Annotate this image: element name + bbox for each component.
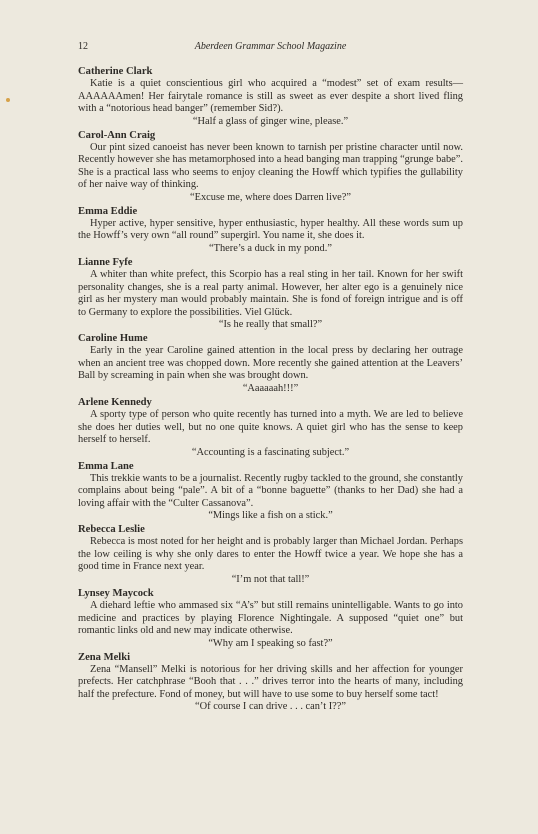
profile-quote: “Accounting is a fascinating subject.” [191, 446, 350, 458]
profile-quote: “There’s a duck in my pond.” [209, 243, 332, 255]
profile-bio: Our pint sized canoeist has never been known to tarnish per pristine character until now. Recently however she has metamorphosed into a head banging man trapping “grunge babe”. She is a practical lass who seems to enjoy cleaning the Howff which typifies the gullability of her naive way of thinking. [78, 141, 463, 191]
profile-bio: This trekkie wants to be a journalist. Recently rugby tackled to the ground, she constantly complains about being “pale”. A bit of a “bonne baguette” (thanks to her Dad) she had a loving affair with the “Culter Cassanova”. [78, 472, 463, 509]
profile-bio: Katie is a quiet conscientious girl who acquired a “modest” set of exam results—AAAAAAmen! Her fairytale romance is still as sweet as ever despite a short lived fling with a “notorious head banger” (remember Sid?). [78, 78, 463, 115]
profile-bio: Hyper active, hyper sensitive, hyper enthusiastic, hyper healthy. All these words sum up the Howff’s very own “all round” supergirl. You name it, she does it. [78, 217, 463, 242]
magazine-title: Aberdeen Grammar School Magazine [194, 41, 347, 52]
profile-entry [78, 651, 463, 714]
profile-quote: “I’m not that tall!” [231, 574, 310, 585]
profile-entry [78, 460, 463, 523]
profile-name: Carol-Ann Craig [78, 129, 156, 141]
margin-dot-mark [6, 98, 10, 102]
profile-name: Lianne Fyfe [78, 257, 133, 269]
profile-bio: A sporty type of person who quite recently has turned into a myth. We are led to believe she does her duties well, but no one quite knows. A quiet girl who has the sense to keep herself to herself. [78, 408, 463, 446]
profile-entry [78, 332, 463, 395]
profile-quote: “Excuse me, where does Darren live?” [190, 191, 351, 203]
profile-name: Emma Lane [78, 460, 134, 472]
prefect-profiles [78, 65, 463, 714]
page-number: 12 [78, 41, 88, 52]
profile-bio: A whiter than white prefect, this Scorpio has a real sting in her tail. Known for her swift personality changes, she is a real party animal. However, her alter ego is a genuinely nice girl as her mystery man would probably maintain. She is fond of foreign intrigue and is off to Germany to explore the possibilities. Viel Glück. [78, 269, 463, 318]
profile-name: Caroline Hume [78, 333, 148, 345]
profile-name: Lynsey Maycock [78, 588, 154, 600]
profile-quote: “Mings like a fish on a stick.” [208, 510, 333, 522]
profile-name: Rebecca Leslie [78, 524, 145, 536]
profile-entry [78, 129, 463, 205]
page-header [78, 41, 463, 55]
profile-entry [78, 523, 463, 586]
profile-entry [78, 205, 463, 256]
profile-bio: A diehard leftie who ammased six “A’s” but still remains unintelligable. Wants to go into medicine and practices by playing Florence Nightingale. A supposed “quiet one” but romantic links old and new may indicate otherwise. [78, 600, 463, 637]
profile-quote: “Aaaaaah!!!” [242, 382, 299, 394]
profile-name: Arlene Kennedy [78, 396, 152, 408]
profile-bio: Zena “Mansell” Melki is notorious for her driving skills and her affection for younger prefects. Her catchphrase “Booh that . . .” drives terror into the hearts of many, including half the prefecture. Fond of money, but will have to use some to buy herself some tact! [78, 663, 463, 700]
profile-entry [78, 587, 463, 650]
profile-bio: Early in the year Caroline gained attention in the local press by declaring her outrage when an ancient tree was chopped down. More recently she gained attention at the Leavers’ Ball by screaming in pain when she was brought down. [78, 345, 463, 382]
profile-entry [78, 65, 463, 128]
profile-quote: “Is he really that small?” [218, 319, 323, 331]
profile-quote: “Why am I speaking so fast?” [208, 637, 333, 649]
profile-name: Zena Melki [78, 651, 131, 663]
profile-entry [78, 256, 463, 332]
profile-name: Catherine Clark [78, 66, 153, 77]
profile-quote: “Half a glass of ginger wine, please.” [192, 115, 349, 127]
profile-name: Emma Eddie [78, 205, 138, 217]
profile-bio: Rebecca is most noted for her height and is probably larger than Michael Jordan. Perhaps the low ceiling is why she only dares to enter the Howff twice a year. We hope she has a good time in France next year. [78, 536, 463, 573]
profile-entry [78, 396, 463, 459]
profile-quote: “Of course I can drive . . . can’t I??” [195, 701, 346, 713]
